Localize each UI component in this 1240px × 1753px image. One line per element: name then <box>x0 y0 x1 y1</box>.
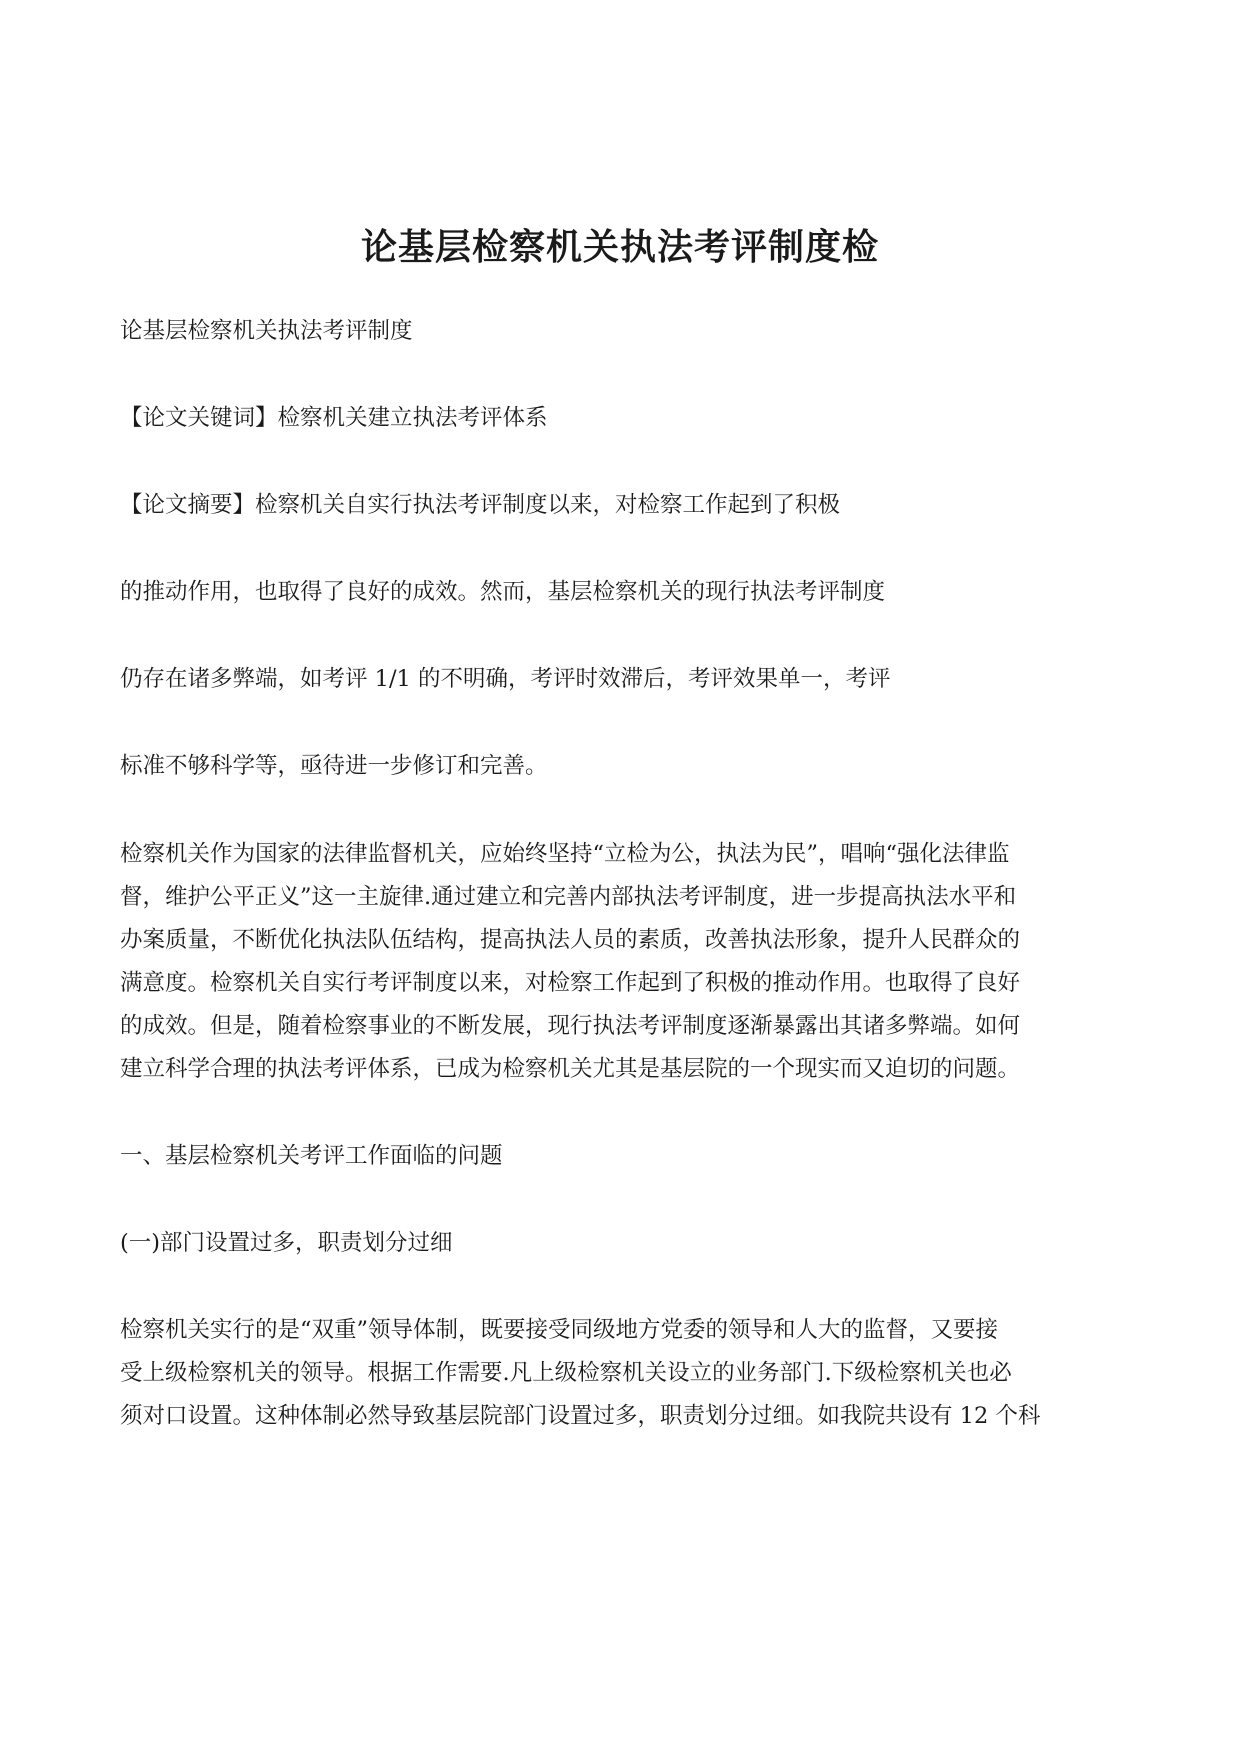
intro-line: 督，维护公平正义”这一主旋律.通过建立和完善内部执法考评制度，进一步提高执法水平和 <box>120 884 1017 910</box>
abstract-line: 的推动作用，也取得了良好的成效。然而，基层检察机关的现行执法考评制度 <box>120 579 886 605</box>
body-line: 须对口设置。这种体制必然导致基层院部门设置过多，职责划分过细。如我院共设有 12 个科 <box>120 1403 1041 1429</box>
document-subtitle: 论基层检察机关执法考评制度 <box>120 318 413 344</box>
intro-line: 办案质量，不断优化执法队伍结构，提高执法人员的素质，改善执法形象，提升人民群众的 <box>120 927 1021 953</box>
abstract-line: 仍存在诸多弊端，如考评 1/1 的不明确，考评时效滞后，考评效果单一，考评 <box>120 666 891 692</box>
body-line: 检察机关实行的是“双重”领导体制，既要接受同级地方党委的领导和人大的监督，又要接 <box>120 1317 999 1343</box>
document-title: 论基层检察机关执法考评制度检 <box>360 226 879 268</box>
abstract-line: 标准不够科学等，亟待进一步修订和完善。 <box>120 753 548 779</box>
abstract-line: 【论文摘要】检察机关自实行执法考评制度以来，对检察工作起到了积极 <box>120 492 841 518</box>
intro-line: 的成效。但是，随着检察事业的不断发展，现行执法考评制度逐渐暴露出其诸多弊端。如何 <box>120 1013 1021 1039</box>
keywords-line: 【论文关键词】检察机关建立执法考评体系 <box>120 405 548 431</box>
intro-line: 检察机关作为国家的法律监督机关，应始终坚持“立检为公，执法为民”，唱响“强化法律监 <box>120 841 1010 867</box>
intro-line: 满意度。检察机关自实行考评制度以来，对检察工作起到了积极的推动作用。也取得了良好 <box>120 970 1021 996</box>
intro-line: 建立科学合理的执法考评体系，已成为检察机关尤其是基层院的一个现实而又迫切的问题。 <box>120 1056 1021 1082</box>
section-heading: 一、基层检察机关考评工作面临的问题 <box>120 1143 503 1169</box>
subsection-heading: (一)部门设置过多，职责划分过细 <box>120 1230 453 1256</box>
body-line: 受上级检察机关的领导。根据工作需要.凡上级检察机关设立的业务部门.下级检察机关也必 <box>120 1360 1012 1386</box>
